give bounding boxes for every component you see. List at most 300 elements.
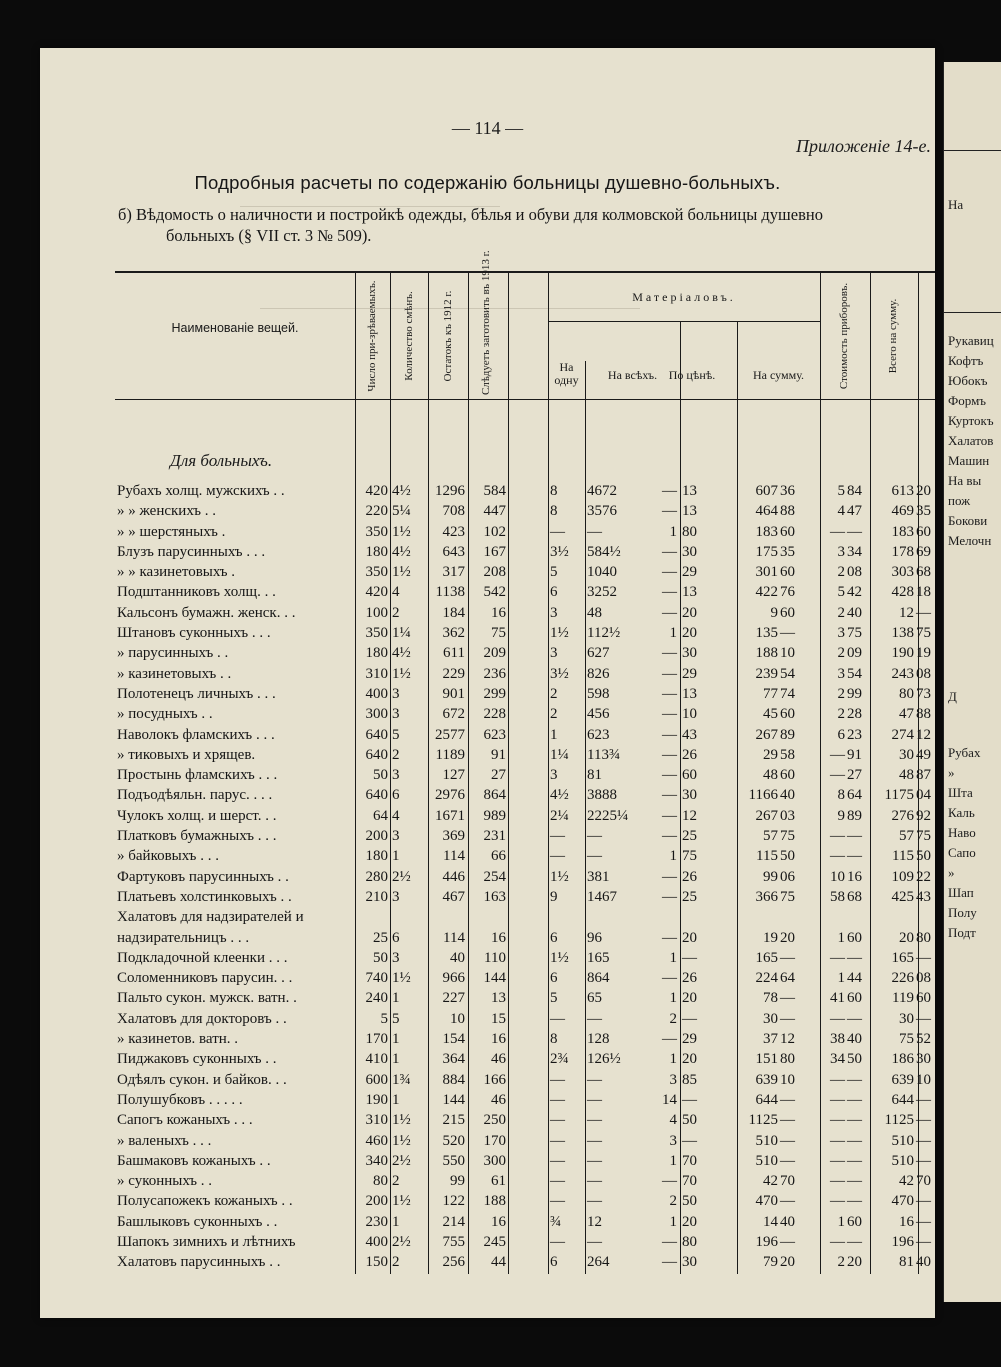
cell-ar: 183 [891,523,914,540]
cell-tr: — [830,1071,845,1088]
cell-ar: 639 [891,1071,914,1088]
cell-m: 16 [491,929,506,946]
cell-tr: — [830,1152,845,1169]
cell-ar: 30 [899,746,914,763]
cell-r: 708 [442,503,465,520]
header-remaining: Остатокъ къ 1912 г. [442,290,454,382]
cell-pk: — [682,949,697,966]
cell-m: 299 [483,685,506,702]
cell-sk: 12 [780,1031,795,1048]
cell-sr: 165 [755,949,778,966]
cell-n: 600 [365,1071,388,1088]
cell-pk: 13 [682,503,697,520]
cell-tr: 9 [837,807,845,824]
cell-sk: 03 [780,807,795,824]
cell-ar: 119 [892,990,914,1007]
item-name: Простынь фламскихъ . . . [117,767,278,784]
adjacent-page-text: Подт [948,925,976,940]
cell-sk: 36 [780,483,795,499]
cell-pk: 60 [682,767,697,784]
cell-tk: 75 [847,625,862,642]
cell-s: 3 [392,828,400,845]
cell-n: 200 [365,1193,388,1210]
cell-tk: — [847,1132,862,1149]
cell-sk: 60 [780,523,795,540]
cell-s: 2 [392,604,400,621]
cell-tk: — [847,949,862,966]
cell-pa: 456 [587,706,610,723]
cell-tr: — [830,1193,845,1210]
cell-ak: 88 [916,706,931,723]
cell-ar: 75 [899,1031,914,1048]
cell-m: 188 [483,1193,506,1210]
table-row [115,785,935,805]
cell-sk: — [780,1233,795,1250]
adjacent-page-text: Халатов [948,433,994,448]
cell-s: 1 [392,1213,400,1230]
cell-r: 369 [442,828,465,845]
cell-tk: — [847,848,862,865]
cell-pr: — [662,767,677,784]
table-row [115,725,935,745]
cell-s: 1 [392,1051,400,1068]
item-name: » » женскихъ . . [117,503,217,520]
cell-n: 180 [365,848,388,865]
cell-r: 755 [442,1233,465,1250]
cell-sk: 20 [780,929,795,946]
cell-n: 640 [365,787,388,804]
cell-po: 3½ [550,665,569,682]
cell-r: 114 [443,848,465,865]
cell-po: — [550,1193,565,1210]
cell-tk: 34 [847,543,862,560]
cell-pr: 1 [669,949,677,966]
table-row [115,948,935,968]
cell-pa: 126½ [587,1051,621,1068]
adjacent-page-text: Машин [948,453,990,468]
adjacent-page-text: Бокови [948,513,988,528]
cell-pr: 1 [669,523,677,540]
document-page [40,48,935,1318]
cell-n: 350 [365,625,388,642]
cell-tr: 1 [837,970,845,987]
table-row [115,643,935,663]
cell-sr: 644 [755,1091,778,1108]
cell-tr: — [830,1010,845,1027]
cell-sk: — [780,1152,795,1169]
item-name: » » казинетовыхъ . [117,564,236,581]
cell-pk: 26 [682,746,697,763]
cell-pk: 50 [682,1112,697,1129]
cell-tr: 38 [830,1031,845,1048]
cell-sr: 48 [763,767,778,784]
cell-po: 8 [550,1031,558,1048]
cell-ar: 274 [891,726,914,743]
adjacent-page-text: Шта [948,785,973,800]
cell-sk: — [780,949,795,966]
cell-s: 1½ [392,1193,411,1210]
cell-ar: 12 [899,604,914,621]
cell-ak: 52 [916,1031,931,1048]
cell-ar: 138 [891,625,914,642]
cell-pr: — [662,604,677,621]
cell-n: 350 [365,564,388,581]
cell-pr: — [662,888,677,905]
cell-pa: — [587,1132,602,1149]
cell-sr: 30 [763,1010,778,1027]
cell-s: 6 [392,787,400,804]
cell-sr: 422 [755,584,778,601]
table-row [115,907,935,948]
item-name: » казинетов. ватн. . [117,1031,239,1048]
section-label-patients: Для больныхъ. [170,451,273,470]
cell-pr: — [662,868,677,885]
cell-ar: 644 [891,1091,914,1108]
cell-sr: 239 [755,665,778,682]
subtitle [118,204,918,246]
cell-n: 420 [365,483,388,499]
cell-tr: 3 [837,665,845,682]
cell-po: — [550,1173,565,1190]
item-name: Сапогъ кожаныхъ . . . [117,1112,253,1129]
cell-po: 1 [550,726,558,743]
cell-ar: 178 [891,543,914,560]
cell-ar: 48 [899,767,914,784]
cell-sr: 14 [763,1213,778,1230]
cell-r: 643 [442,543,465,560]
table-row [115,887,935,907]
cell-r: 520 [442,1132,465,1149]
cell-n: 230 [365,1213,388,1230]
cell-tr: 3 [837,625,845,642]
cell-sk: 70 [780,1173,795,1190]
cell-tk: 47 [847,503,862,520]
cell-pr: 3 [669,1132,677,1149]
cell-pk: 25 [682,828,697,845]
cell-pk: 30 [682,1254,697,1271]
cell-r: 884 [442,1071,465,1088]
cell-pr: 3 [669,1071,677,1088]
cell-n: 50 [373,949,388,966]
cell-ak: — [916,1091,931,1108]
cell-pk: 20 [682,604,697,621]
cell-ak: — [916,1193,931,1210]
cell-ar: 425 [891,888,914,905]
cell-s: 1½ [392,1132,411,1149]
item-name: Блузъ парусинныхъ . . . [117,543,266,560]
materials-subheader-rule [548,321,820,322]
cell-sr: 42 [763,1173,778,1190]
header-bottom-rule [115,399,935,400]
item-name: » тиковыхъ и хрящев. [117,746,256,763]
cell-s: 3 [392,706,400,723]
header-materials: Матеріаловъ. [632,290,736,304]
cell-s: 2 [392,746,400,763]
cell-pk: 80 [682,1233,697,1250]
cell-sr: 115 [756,848,778,865]
adjacent-page-text: На [948,197,964,212]
cell-po: 4½ [550,787,569,804]
cell-pr: 1 [669,1213,677,1230]
cell-po: 2 [550,706,558,723]
cell-n: 50 [373,767,388,784]
cell-pa: 264 [587,1254,610,1271]
table-row [115,846,935,866]
cell-pk: 70 [682,1173,697,1190]
item-name: Платьевъ холстинковыхъ . . [117,888,292,905]
cell-sk: 40 [780,787,795,804]
item-name: Халатовъ для докторовъ . . [117,1010,287,1027]
item-name: Халатовъ для надзирателей и надзирательницъ . . . [117,909,304,946]
table-row [115,867,935,887]
item-name: » суконныхъ . . [117,1173,213,1190]
table-row [115,542,935,562]
cell-po: 8 [550,483,558,499]
cell-sr: 639 [755,1071,778,1088]
cell-n: 280 [365,868,388,885]
cell-tk: 42 [847,584,862,601]
cell-ak: — [916,604,931,621]
item-name: Чулокъ холщ. и шерст. . . [117,807,277,824]
cell-s: 3 [392,949,400,966]
cell-s: 1½ [392,1112,411,1129]
cell-tr: 2 [837,564,845,581]
cell-po: 2¼ [550,807,569,824]
cell-n: 350 [365,523,388,540]
adjacent-page-edge [943,62,1001,1302]
cell-ar: 115 [892,848,914,865]
cell-tr: 34 [830,1051,845,1068]
cell-ar: 186 [891,1051,914,1068]
cell-m: 16 [491,1031,506,1048]
cell-tk: 08 [847,564,862,581]
cell-m: 166 [483,1071,506,1088]
cell-pr: 2 [669,1193,677,1210]
cell-po: 1½ [550,868,569,885]
cell-n: 310 [365,665,388,682]
cell-tk: 27 [847,767,862,784]
item-name: Шапокъ зимнихъ и лѣтнихъ [117,1233,296,1250]
cell-pa: — [587,523,602,540]
cell-m: 91 [491,746,506,763]
table-row [115,684,935,704]
cell-pk: 10 [682,706,697,723]
cell-pk: 26 [682,868,697,885]
cell-tk: 23 [847,726,862,743]
cell-sk: 10 [780,1071,795,1088]
cell-s: 1 [392,1031,400,1048]
cell-pk: 30 [682,787,697,804]
table-row [115,664,935,684]
cell-tr: — [830,1132,845,1149]
cell-ak: 08 [916,665,931,682]
cell-po: 1½ [550,625,569,642]
cell-m: 209 [483,645,506,662]
cell-m: 254 [483,868,506,885]
cell-s: 4 [392,584,400,601]
cell-po: 3 [550,767,558,784]
cell-pa: 2225¼ [587,807,629,824]
cell-tk: 60 [847,990,862,1007]
cell-pk: 85 [682,1071,697,1088]
cell-s: 3 [392,685,400,702]
cell-pk: 13 [682,584,697,601]
adjacent-page-text: » [948,765,955,780]
cell-r: 227 [442,990,465,1007]
cell-s: 3 [392,888,400,905]
cell-ak: 30 [916,1051,931,1068]
cell-pk: 20 [682,1213,697,1230]
cell-sk: 75 [780,828,795,845]
cell-sk: — [780,1091,795,1108]
cell-m: 75 [491,625,506,642]
cell-ar: 42 [899,1173,914,1190]
table-row [115,1110,935,1130]
cell-sr: 188 [755,645,778,662]
cell-pk: 26 [682,970,697,987]
cell-po: ¾ [550,1213,562,1230]
cell-n: 300 [365,706,388,723]
cell-n: 190 [365,1091,388,1108]
header-per-one: На одну [554,360,579,388]
cell-tk: 60 [847,929,862,946]
cell-n: 340 [365,1152,388,1169]
cell-tk: 89 [847,807,862,824]
cell-sr: 464 [755,503,778,520]
cell-pk: 25 [682,888,697,905]
cell-pa: 113¾ [587,746,621,763]
cell-pa: — [587,1091,602,1108]
item-name: » » шерстяныхъ . [117,523,226,540]
cell-s: 1½ [392,523,411,540]
table-row [115,1171,935,1191]
cell-ak: — [916,1152,931,1169]
adjacent-page-text: Куртокъ [948,413,994,428]
cell-m: 144 [483,970,506,987]
cell-tr: 3 [837,543,845,560]
cell-s: 1¾ [392,1071,411,1088]
cell-sk: 50 [780,848,795,865]
page-number: — 114 — [451,118,524,138]
cell-n: 640 [365,726,388,743]
cell-pr: — [662,1254,677,1271]
cell-sk: 88 [780,503,795,520]
table-row [115,1029,935,1049]
cell-ar: 81 [899,1254,914,1271]
adjacent-page-text: Кофтъ [948,353,984,368]
adjacent-page-text: Д [948,689,957,704]
cell-pa: — [587,1173,602,1190]
adjacent-page-text: Шап [948,885,974,900]
cell-ar: 613 [891,483,914,499]
cell-sr: 196 [755,1233,778,1250]
cell-m: 27 [491,767,506,784]
cell-pk: 80 [682,523,697,540]
cell-pa: 598 [587,685,610,702]
cell-n: 200 [365,828,388,845]
cell-tk: 54 [847,665,862,682]
cell-r: 364 [442,1051,465,1068]
cell-sr: 99 [763,868,778,885]
cell-pr: 1 [669,1152,677,1169]
cell-m: 864 [483,787,506,804]
cell-ar: 243 [891,665,914,682]
cell-pa: 627 [587,645,610,662]
cell-po: — [550,1091,565,1108]
cell-r: 423 [442,523,465,540]
cell-po: — [550,1071,565,1088]
cell-pr: — [662,665,677,682]
cell-tk: 28 [847,706,862,723]
cell-pa: 4672 [587,483,617,499]
cell-po: 3½ [550,543,569,560]
cell-tk: 64 [847,787,862,804]
cell-n: 170 [365,1031,388,1048]
cell-s: 1 [392,990,400,1007]
item-name: Фартуковъ парусинныхъ . . [117,868,289,885]
cell-n: 400 [365,685,388,702]
cell-pr: 4 [669,1112,677,1129]
cell-pk: 75 [682,848,697,865]
cell-pa: — [587,1233,602,1250]
cell-ar: 470 [891,1193,914,1210]
table-row [115,745,935,765]
cell-tk: — [847,828,862,845]
item-name: Халатовъ парусинныхъ . . [117,1254,281,1271]
cell-pa: — [587,848,602,865]
cell-tk: 20 [847,1254,862,1271]
cell-sk: 64 [780,970,795,987]
cell-pa: 826 [587,665,610,682]
cell-sr: 9 [770,604,778,621]
table-row [115,1131,935,1151]
cell-n: 25 [373,929,388,946]
cell-ak: 43 [916,888,931,905]
adjacent-page-text: Мелочн [948,533,992,548]
cell-tk: 99 [847,685,862,702]
cell-po: 5 [550,564,558,581]
cell-m: 447 [483,503,506,520]
adjacent-page-text: » [948,865,955,880]
cell-tk: 68 [847,888,862,905]
cell-sr: 607 [755,483,778,499]
subtitle-line-2: больныхъ (§ VII ст. 3 № 509). [166,226,372,245]
cell-ar: 109 [891,868,914,885]
adjacent-page-text: Юбокъ [948,373,988,388]
cell-tr: 2 [837,685,845,702]
cell-n: 400 [365,1233,388,1250]
cell-tr: 58 [830,888,845,905]
cell-ar: 1125 [884,1112,914,1129]
cell-pr: — [662,807,677,824]
cell-po: 5 [550,990,558,1007]
cell-n: 220 [365,503,388,520]
item-name: Кальсонъ бумажн. женск. . . [117,604,296,621]
cell-ak: — [916,949,931,966]
cell-pr: — [662,1031,677,1048]
cell-ak: 87 [916,767,931,784]
cell-s: 2½ [392,1233,411,1250]
cell-tk: — [847,1112,862,1129]
table-row [115,1212,935,1232]
cell-r: 184 [442,604,465,621]
cell-pk: 30 [682,645,697,662]
item-name: » валеныхъ . . . [117,1132,212,1149]
cell-tr: 2 [837,645,845,662]
column-divider [355,271,356,399]
cell-sk: 54 [780,665,795,682]
cell-sr: 470 [755,1193,778,1210]
